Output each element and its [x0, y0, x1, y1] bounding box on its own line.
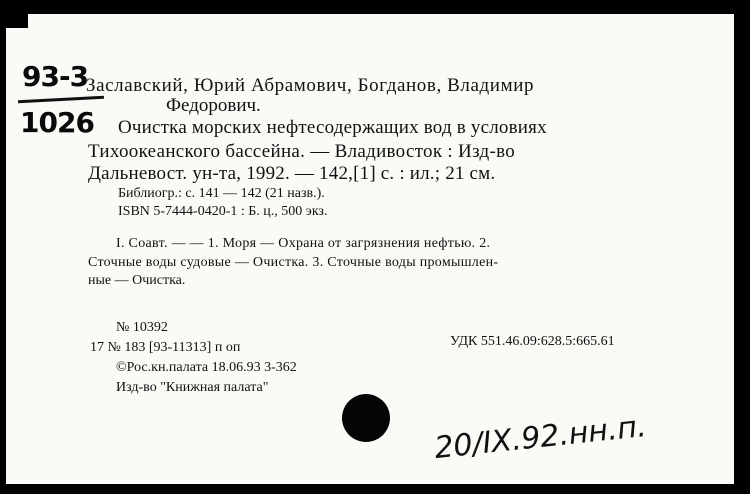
title-line-2: Тихоокеанского бассейна. — Владивосток : Изд-во: [88, 141, 516, 162]
shelfmark-divider: [18, 96, 104, 103]
record-number: № 10392: [116, 320, 168, 335]
isbn-line: ISBN 5-7444-0420-1 : Б. ц., 500 экз.: [118, 204, 328, 219]
bibliography-note: Библиогр.: с. 141 — 142 (21 назв.).: [118, 186, 325, 201]
catalog-card: [6, 14, 734, 484]
title-line-1: Очистка морских нефтесодержащих вод в условиях: [118, 117, 547, 138]
book-chamber-line: ©Рос.кн.палата 18.06.93 3-362: [116, 360, 297, 375]
registration-line: 17 № 183 [93-11313] п оп: [90, 340, 241, 355]
card-corner-mark: [6, 14, 28, 28]
shelfmark-bottom: 1026: [20, 106, 94, 139]
shelfmark-top: 93-3: [22, 60, 89, 93]
subjects-line-2: Сточные воды судовые — Очистка. 3. Сточные воды промышлен-: [88, 255, 499, 270]
author-line-1: Заславский, Юрий Абрамович, Богданов, Владимир: [86, 75, 535, 96]
card-punch-hole: [342, 394, 390, 442]
publisher-line: Изд-во "Книжная палата": [116, 380, 269, 395]
subjects-line-1: I. Соавт. — — 1. Моря — Охрана от загрязнения нефтью. 2.: [116, 236, 491, 251]
subjects-line-3: ные — Очистка.: [88, 273, 186, 288]
udk-code: УДК 551.46.09:628.5:665.61: [450, 334, 615, 349]
handwritten-note: 20/IX.92.нн.п.: [432, 408, 649, 467]
title-line-3: Дальневост. ун-та, 1992. — 142,[1] с. : ил.; 21 см.: [88, 163, 496, 184]
author-line-2: Федорович.: [166, 95, 261, 116]
